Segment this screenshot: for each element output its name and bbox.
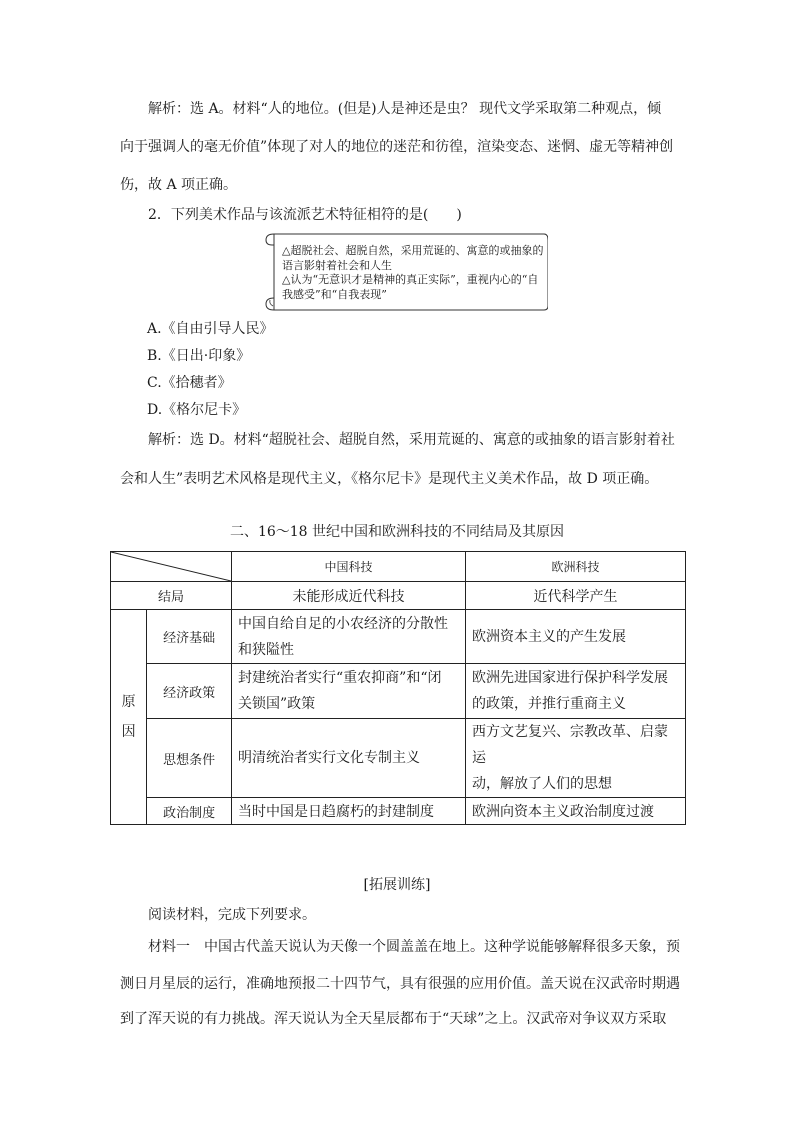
option-c: C.《拾穗者》 xyxy=(147,375,232,391)
cause-label: 原 因 xyxy=(111,610,147,825)
material-1-line-2: 测日月星辰的运行，准确地预报二十四节气，具有很强的应用价值。盖天说在汉武帝时期遇 xyxy=(120,976,680,992)
analysis-2-line-1: 解析：选 D。材料“超脱社会、超脱自然，采用荒诞的、寓意的或抽象的语言影射着社 xyxy=(148,432,675,448)
option-a: A.《自由引导人民》 xyxy=(147,321,274,337)
material-1-line-1: 材料一 中国古代盖天说认为天像一个圆盖盖在地上。这种学说能够解释很多天象，预 xyxy=(148,939,680,955)
scroll-line: 我感受”和“自我表现” xyxy=(282,287,387,301)
scroll-line: △超脱社会、超脱自然，采用荒诞的、寓意的或抽象的 xyxy=(282,244,544,257)
analysis-1-line-1: 解析：选 A。材料“人的地位。(但是)人是神还是虫？ 现代文学采取第二种观点，倾 xyxy=(148,101,662,117)
table-row xyxy=(111,798,686,825)
row-label: 经济基础 xyxy=(147,610,232,664)
cell-china: 当时中国是日趋腐朽的封建制度 xyxy=(232,798,466,825)
row-label: 经济政策 xyxy=(147,664,232,719)
scroll-content xyxy=(282,244,548,302)
cell-china: 明清统治者实行文化专制主义 xyxy=(232,719,466,798)
option-d: D.《格尔尼卡》 xyxy=(147,402,247,418)
analysis-2-line-2: 会和人生”表明艺术风格是现代主义，《格尔尼卡》是现代主义美术作品，故 D 项正确。 xyxy=(120,471,659,487)
cell-europe: 欧洲先进国家进行保护科学发展 的政策，并推行重商主义 xyxy=(466,664,686,719)
outcome-china: 未能形成近代科技 xyxy=(232,582,466,610)
table-header-row xyxy=(111,552,686,582)
material-1-line-3: 到了浑天说的有力挑战。浑天说认为全天星辰都布于“天球”之上。汉武帝对争议双方采取 xyxy=(120,1011,667,1027)
header-europe: 欧洲科技 xyxy=(466,552,686,582)
outcome-europe: 近代科学产生 xyxy=(466,582,686,610)
diagonal-header-cell xyxy=(111,552,232,582)
instruction: 阅读材料，完成下列要求。 xyxy=(148,907,316,923)
analysis-1-line-3: 伤，故 A 项正确。 xyxy=(120,177,238,193)
comparison-table xyxy=(110,551,686,825)
cell-europe: 欧洲向资本主义政治制度过渡 xyxy=(466,798,686,825)
table-title: 二、16～18 世纪中国和欧洲科技的不同结局及其原因 xyxy=(229,524,565,540)
section-heading: [拓展训练] xyxy=(363,877,431,893)
analysis-1-line-2: 向于强调人的毫无价值”体现了对人的地位的迷茫和彷徨，渲染变态、迷惘、虚无等精神创 xyxy=(120,139,674,155)
table-row xyxy=(111,610,686,664)
row-label: 思想条件 xyxy=(147,719,232,798)
table-row xyxy=(111,719,686,798)
header-china: 中国科技 xyxy=(232,552,466,582)
cell-europe: 西方文艺复兴、宗教改革、启蒙运 动，解放了人们的思想 xyxy=(466,719,686,798)
question-2-stem: 2．下列美术作品与该流派艺术特征相符的是( ) xyxy=(148,207,462,223)
option-b: B.《日出·印象》 xyxy=(147,348,251,364)
cell-europe: 欧洲资本主义的产生发展 xyxy=(466,610,686,664)
row-label: 政治制度 xyxy=(147,798,232,825)
table-row xyxy=(111,582,686,610)
diagonal-line xyxy=(111,552,231,581)
cell-china: 封建统治者实行“重农抑商”和“闭 关锁国”政策 xyxy=(232,664,466,719)
scroll-line: △认为“无意识才是精神的真正实际”，重视内心的“自 xyxy=(282,273,539,286)
table-row xyxy=(111,664,686,719)
scroll-line: 语言影射着社会和人生 xyxy=(282,258,392,272)
cell-china: 中国自给自足的小农经济的分散性 和狭隘性 xyxy=(232,610,466,664)
outcome-label: 结局 xyxy=(111,582,232,610)
